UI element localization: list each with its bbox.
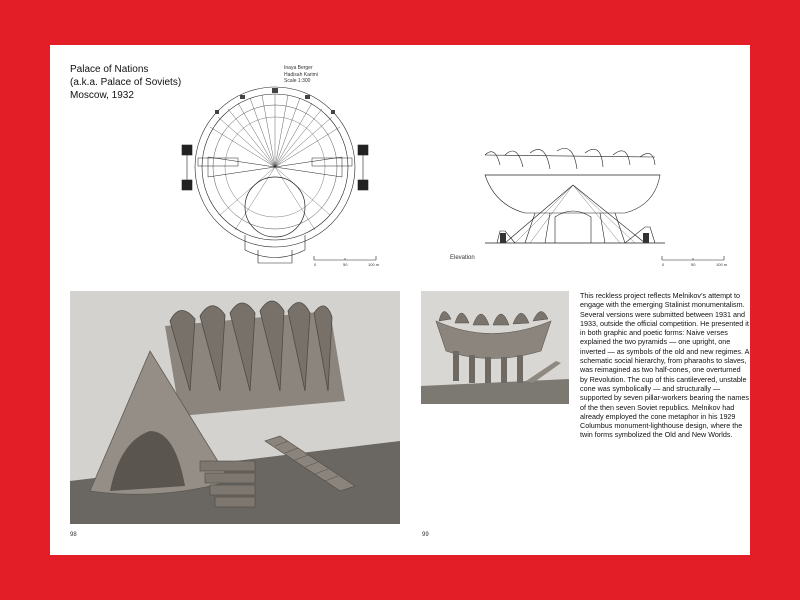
elevation-caption: Elevation <box>450 255 475 261</box>
drawing-credits <box>284 65 318 85</box>
title-line-2: (a.k.a. Palace of Soviets) <box>70 77 182 88</box>
scale-bar-right <box>660 250 730 270</box>
plan-drawing <box>180 85 370 270</box>
elevation-drawing <box>445 135 705 255</box>
credit-author-2: Hadisah Karimi <box>284 71 318 78</box>
body-paragraph: This reckless project reflects Melnikov’s attempt to engage with the emerging Stalinist monumentalism. Several versions were submitted between 1931 and 1933, outside the official competition. He presented it in both graphic and poetic forms: Naive verses explained the two pyramids — one upright, one inverted — as symbols of the old and new regimes. A schematic social hierarchy, from pharaohs to slaves, was reimagined as two half-cones, one overturned by Revolution. The cup of this cantilevered, unstable cone was symbolically — and structurally — supported by seven pillar-workers bearing the names of the then seven Soviet republics. Melnikov had already employed the cone metaphor in his 1929 Columbus monument-lighthouse design, where the twin forms symbolized the Old and New Worlds. <box>580 291 749 440</box>
title-line-3: Moscow, 1932 <box>70 90 134 101</box>
model-photo-small-image <box>421 291 569 404</box>
page-number-right: 99 <box>422 532 429 538</box>
model-photo-small <box>421 291 569 404</box>
scale-mid-right: 50 <box>691 262 696 267</box>
scale-end-right: 100 m <box>716 262 728 267</box>
model-photo-large-image <box>70 291 400 524</box>
credit-author-1: Inaya Berger <box>284 65 313 71</box>
scale-mid: 50 <box>343 262 348 267</box>
book-spread <box>50 45 750 555</box>
scale-end: 100 m <box>368 262 380 267</box>
credit-scale: Scale 1:300 <box>284 78 311 84</box>
title-line-1: Palace of Nations <box>70 64 149 75</box>
scale-bar-left <box>312 250 382 270</box>
scale-start-right: 0 <box>662 262 665 267</box>
page-title <box>70 63 181 102</box>
page-number-left: 98 <box>70 532 77 538</box>
model-photo-large <box>70 291 400 524</box>
scale-start: 0 <box>314 262 317 267</box>
